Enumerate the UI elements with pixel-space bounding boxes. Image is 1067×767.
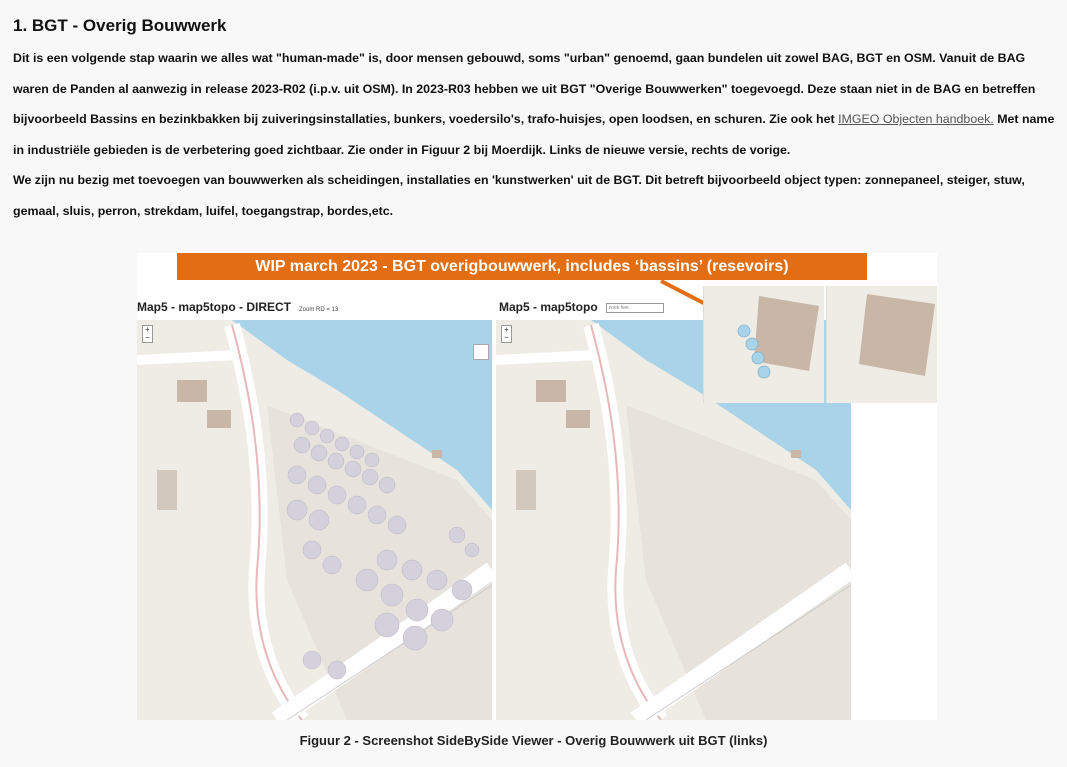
zoom-in-button[interactable]: + xyxy=(504,325,509,334)
left-map[interactable] xyxy=(137,320,492,720)
zoom-level-label: Zoom RD = 13 xyxy=(299,307,339,313)
zoom-out-button[interactable]: − xyxy=(145,333,150,342)
left-map-canvas xyxy=(137,320,492,720)
right-pane-title: Map5 - map5topo zoek hier xyxy=(499,300,664,314)
zoom-in-button[interactable]: + xyxy=(145,325,150,334)
zoom-out-button[interactable]: − xyxy=(504,333,509,342)
inset-new xyxy=(703,286,824,403)
layers-icon[interactable] xyxy=(473,344,489,360)
section-title: 1. BGT - Overig Bouwwerk xyxy=(13,16,227,35)
figure-banner: WIP march 2023 - BGT overigbouwwerk, includes ‘bassins’ (resevoirs) xyxy=(177,253,867,280)
paragraph-1-text: Dit is een volgende stap waarin we alles wat "human-made" is, door mensen gebouwd, soms "urban" genoemd, gaan bundelen uit zowel BAG, BGT en OSM. Vanuit de BAG waren de Panden al aanwezig in release 2023-R02 (i.p.v. uit OSM). In 2023-R03 hebben we uit BGT "Overige Bouwwerken" toegevoegd. Deze staan niet in de BAG en betreffen bijvoorbeeld Bassins en bezinkbakken bij zuiveringsinstallaties, bunkers, voedersilo's, trafo-huisjes, open loodsen, en schuren. Zie ook het xyxy=(13,51,1036,127)
paragraph-1 xyxy=(13,43,1059,165)
right-zoom-control xyxy=(501,325,512,343)
figure-2 xyxy=(137,253,937,720)
left-zoom-control xyxy=(142,325,153,343)
paragraph-1-text-end: Met name in industriële gebieden is de verbetering goed zichtbaar. Zie onder in Figuur 2 bij Moerdijk. Links de nieuwe versie, rechts de vorige. xyxy=(13,112,1055,157)
paragraph-2: We zijn nu bezig met toevoegen van bouwwerken als scheidingen, installaties en 'kunstwerken' uit de BGT. Dit betreft bijvoorbeeld object typen: zonnepaneel, steiger, stuw, gemaal, sluis, perron, strekdam, luifel, toegangstrap, bordes,etc. xyxy=(13,173,1025,218)
imgeo-handbook-link[interactable]: IMGEO Objecten handboek. xyxy=(838,112,994,127)
search-input[interactable]: zoek hier xyxy=(606,303,664,313)
inset-old xyxy=(826,286,937,403)
left-pane-title: Map5 - map5topo - DIRECT Zoom RD = 13 xyxy=(137,300,339,314)
figure-caption: Figuur 2 - Screenshot SideBySide Viewer - Overig Bouwwerk uit BGT (links) xyxy=(299,733,768,748)
